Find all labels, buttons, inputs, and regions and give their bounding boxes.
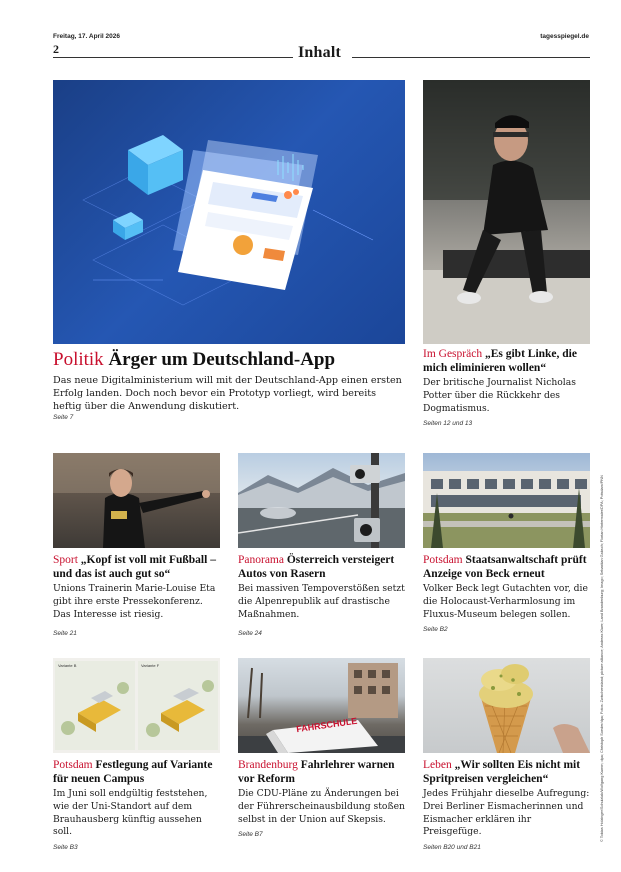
- potsdam1-article[interactable]: [423, 554, 590, 633]
- brandenburg-page-ref: Seite B7: [238, 831, 263, 839]
- app-illustration: [53, 80, 405, 344]
- brandenburg-kicker: Brandenburg: [238, 759, 298, 771]
- potsdam1-page-ref: Seite B2: [423, 626, 448, 634]
- potsdam2-teaser: Im Juni soll endgültig feststehen, wie der Uni-Standort auf dem Brauhausberg künftig aussehen soll.: [53, 788, 208, 838]
- politik-title: Ärger um Deutschland-App: [108, 349, 336, 370]
- sport-kicker: Sport: [53, 554, 78, 566]
- politik-teaser: Das neue Digitalministerium will mit der Deutschland-App einen ersten Erfolg landen. Doch noch bevor ein Prototyp vorliegt, wird bereits heftig über die Anwendung diskutiert.: [53, 374, 402, 412]
- politik-page-ref: Seite 7: [53, 414, 74, 422]
- brandenburg-teaser: Die CDU-Pläne zu Änderungen bei der Führerscheinausbildung stoßen selbst in der Union auf Skepsis.: [238, 788, 405, 825]
- portrait-illustration: [423, 80, 590, 344]
- leben-headline[interactable]: [423, 759, 590, 786]
- sport-teaser: Unions Trainerin Marie-Louise Eta gibt ihre erste Pressekonferenz. Das Interesse ist riesig.: [53, 583, 216, 620]
- gespraech-page-ref: Seiten 12 und 13: [423, 420, 473, 428]
- variant-b-label: Variante B: [58, 663, 77, 668]
- campus-illustration: [53, 658, 220, 753]
- gespraech-teaser: Der britische Journalist Nicholas Potter über die Rückkehr des Dogmatismus.: [423, 377, 576, 414]
- sport-article[interactable]: [53, 554, 220, 637]
- politik-article[interactable]: [53, 350, 405, 421]
- potsdam-museum-photo[interactable]: [423, 453, 590, 548]
- gespraech-kicker: Im Gespräch: [423, 348, 483, 360]
- gespraech-article[interactable]: [423, 348, 590, 427]
- panorama-title: Österreich versteigert Autos von Rasern: [238, 554, 395, 580]
- potsdam2-headline[interactable]: [53, 759, 220, 786]
- sport-title: „Kopf ist voll mit Fußball – und das ist auch gut so“: [53, 554, 216, 580]
- panorama-page-ref: Seite 24: [238, 630, 262, 638]
- gespraech-title: „Es gibt Linke, die mich eliminieren wollen“: [423, 348, 577, 374]
- leben-kicker: Leben: [423, 759, 452, 771]
- issue-date: Freitag, 17. April 2026: [53, 33, 120, 40]
- variant-f-label: Variante F: [141, 663, 160, 668]
- header-rule-right: [352, 57, 590, 58]
- potsdam1-teaser: Volker Beck legt Gutachten vor, die die Holocaust-Verharmlosung im Fluxus-Museum belegen sollen.: [423, 583, 588, 620]
- fahrschule-illustration: [238, 658, 405, 753]
- panorama-headline[interactable]: [238, 554, 405, 581]
- potsdam1-kicker: Potsdam: [423, 554, 463, 566]
- panorama-article[interactable]: [238, 554, 405, 637]
- sport-page-ref: Seite 21: [53, 630, 77, 638]
- fahrschule-photo[interactable]: [238, 658, 405, 753]
- potsdam2-kicker: Potsdam: [53, 759, 93, 771]
- trainer-illustration: [53, 453, 220, 548]
- panorama-kicker: Panorama: [238, 554, 284, 566]
- speed-camera-illustration: [238, 453, 405, 548]
- brandenburg-title: Fahrlehrer warnen vor Reform: [238, 759, 395, 785]
- potsdam2-article[interactable]: [53, 759, 220, 851]
- campus-variants-image[interactable]: [53, 658, 220, 753]
- potsdam2-title: Festlegung auf Variante für neuen Campus: [53, 759, 213, 785]
- panorama-photo[interactable]: [238, 453, 405, 548]
- section-title: Inhalt: [298, 44, 341, 61]
- interview-photo[interactable]: [423, 80, 590, 344]
- leben-title: „Wir sollten Eis nicht mit Spritpreisen vergleichen“: [423, 759, 581, 785]
- sport-photo[interactable]: [53, 453, 220, 548]
- ice-cream-illustration: [423, 658, 590, 753]
- photo-credits: © Tobias Holzinger/Schulzlab/Wolfgang Kumm; dpa; Christoph Soeder/dpa; Fotos: Zwischenstand; picture alliance; Andreas Klaer; Land Brandenburg; Imago; Sebastian Gabsch; Florian Hintermaier/DPA; Potsdam/PNN: [600, 475, 604, 842]
- museum-illustration: [423, 453, 590, 548]
- potsdam2-page-ref: Seite B3: [53, 843, 78, 851]
- panorama-teaser: Bei massiven Tempoverstößen setzt die Alpenrepublik auf drastische Maßnahmen.: [238, 583, 405, 620]
- site-url[interactable]: tagesspiegel.de: [540, 33, 589, 40]
- sport-headline[interactable]: [53, 554, 220, 581]
- politik-image[interactable]: [53, 80, 405, 344]
- gespraech-headline[interactable]: [423, 348, 590, 375]
- politik-headline[interactable]: [53, 350, 405, 371]
- leben-teaser: Jedes Frühjahr dieselbe Aufregung: Drei Berliner Eismacherinnen und Eismacher erklären ihr Preisgefüge.: [423, 788, 590, 838]
- fahrschule-sign: FAHRSCHULE: [295, 715, 358, 735]
- leben-page-ref: Seiten B20 und B21: [423, 843, 481, 851]
- leben-article[interactable]: [423, 759, 590, 851]
- brandenburg-article[interactable]: [238, 759, 405, 838]
- header-rule-left: [53, 57, 293, 58]
- ice-cream-photo[interactable]: [423, 658, 590, 753]
- page-number: 2: [53, 42, 59, 56]
- politik-kicker: Politik: [53, 349, 104, 370]
- brandenburg-headline[interactable]: [238, 759, 405, 786]
- potsdam1-headline[interactable]: [423, 554, 590, 581]
- potsdam1-title: Staatsanwaltschaft prüft Anzeige von Beck erneut: [423, 554, 587, 580]
